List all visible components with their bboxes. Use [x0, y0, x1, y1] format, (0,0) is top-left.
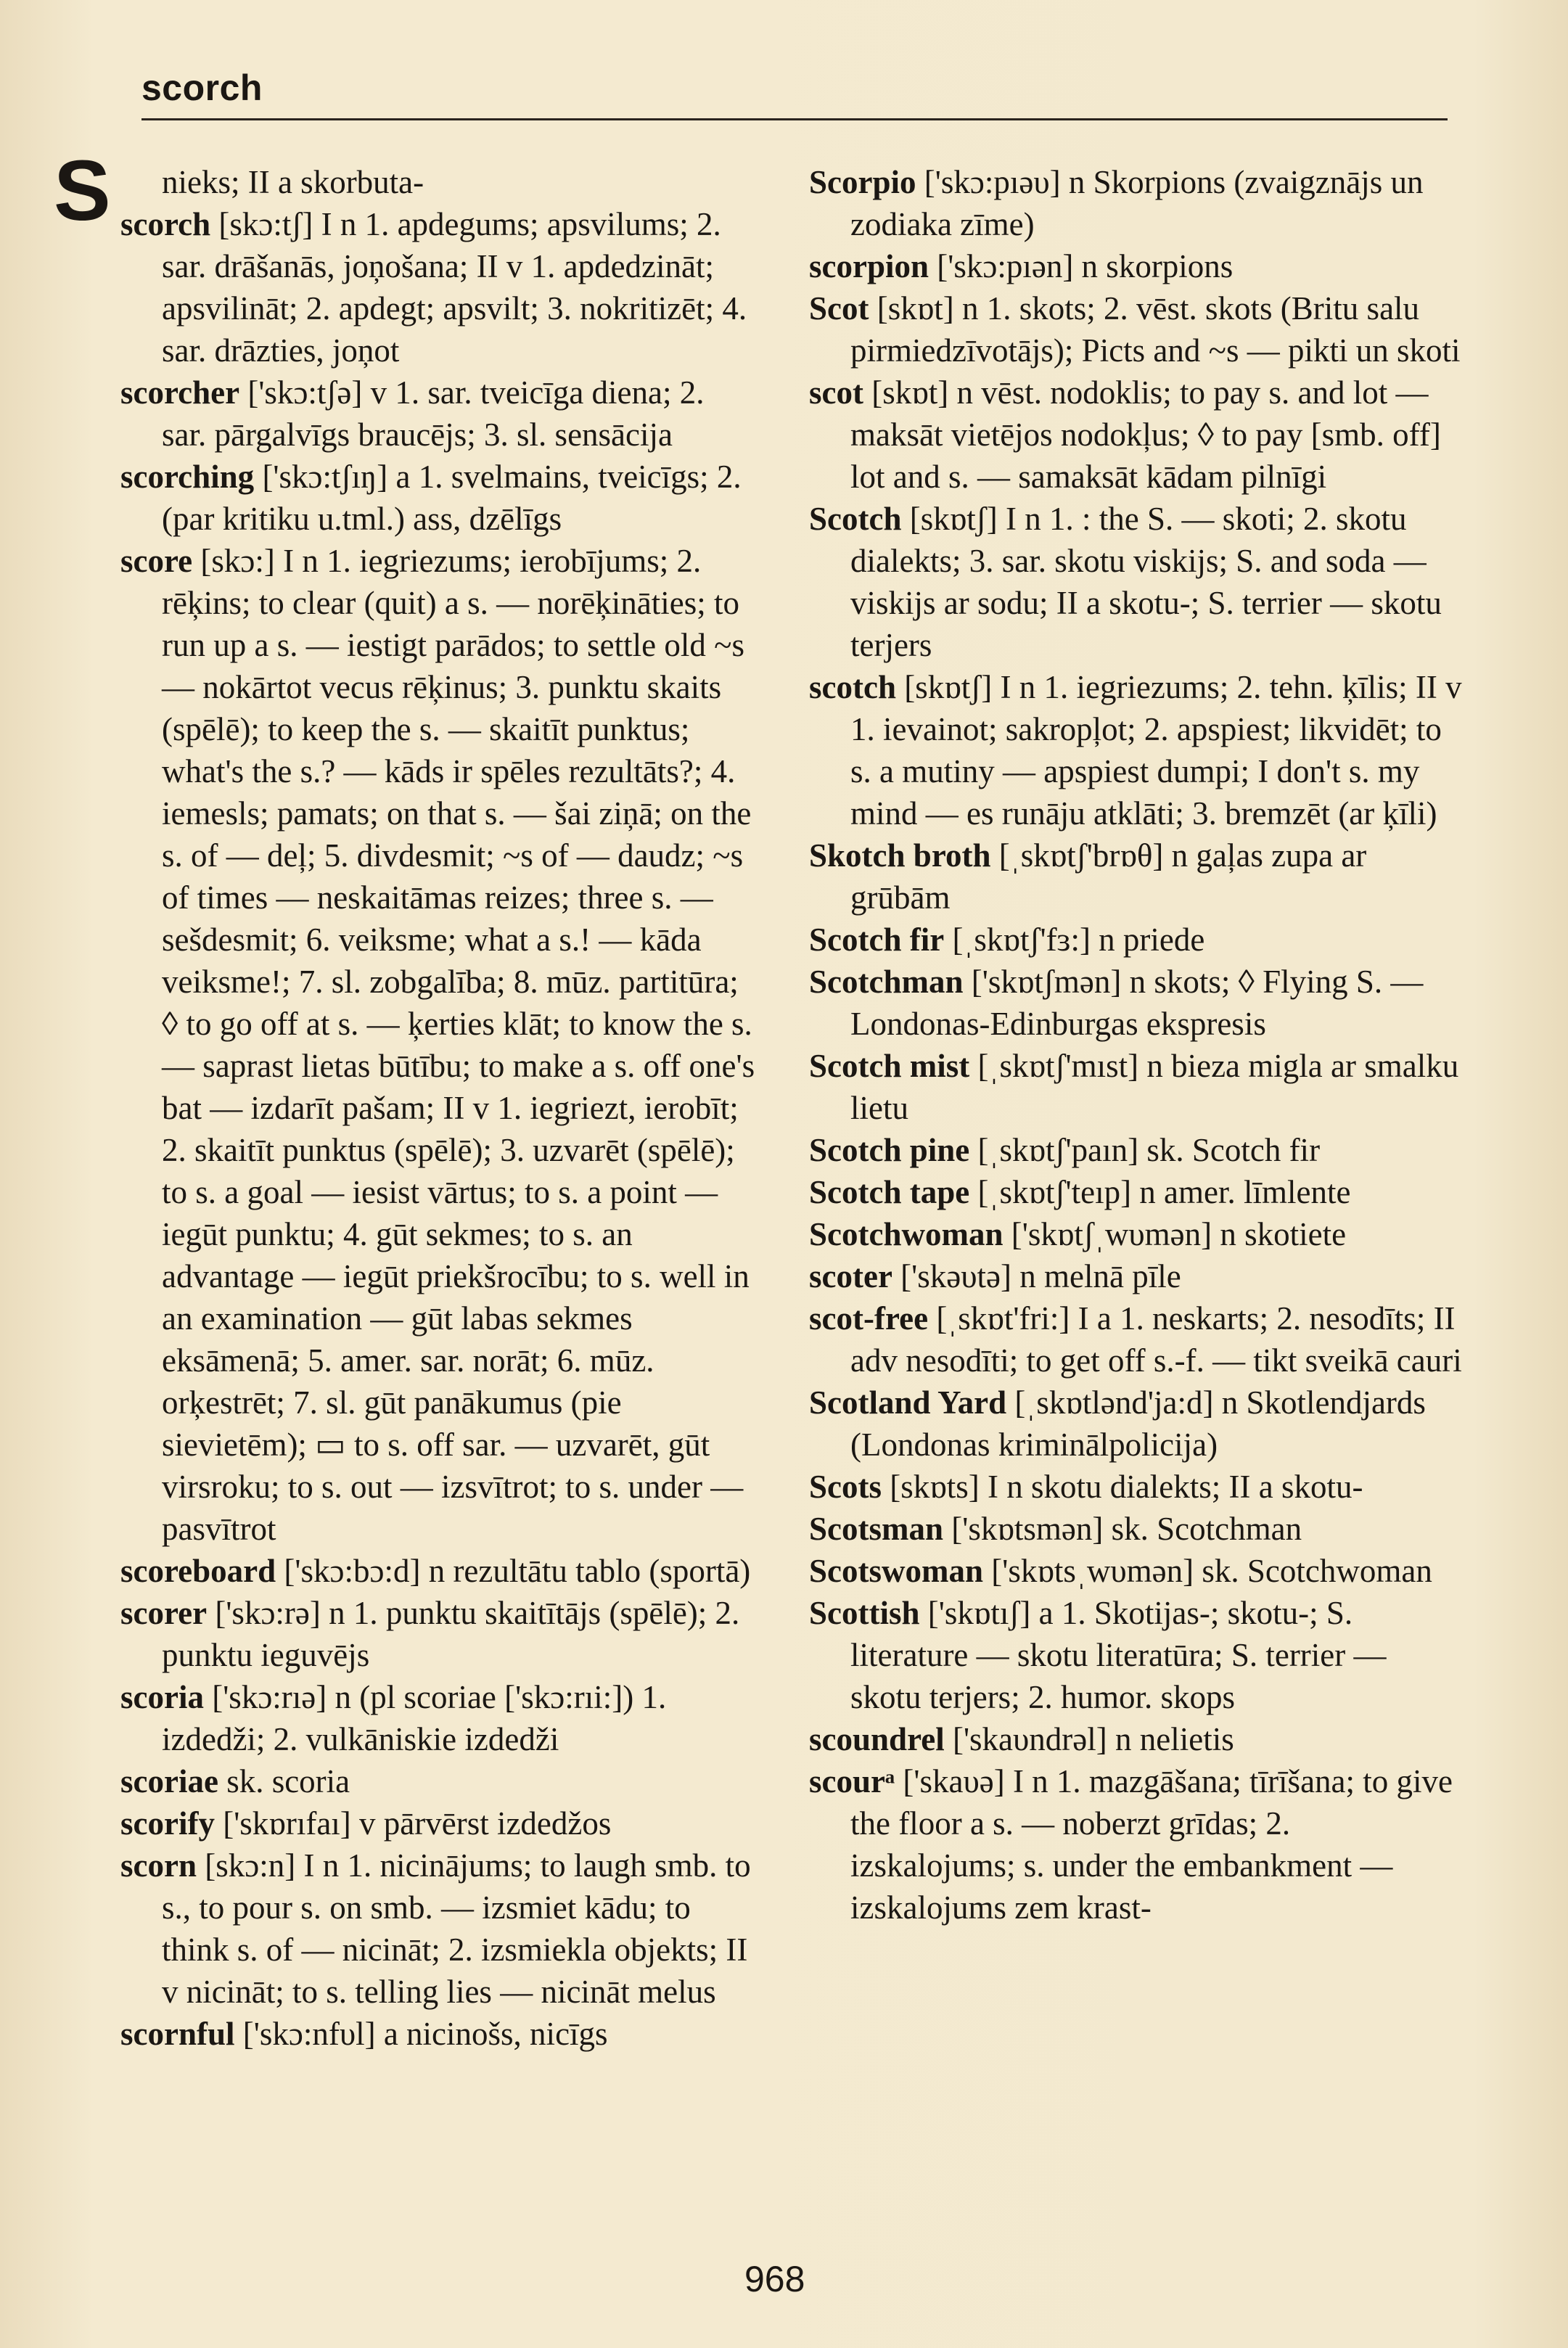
entry-text: sk. scoria [218, 1763, 350, 1799]
dictionary-entry [809, 1213, 1462, 1255]
entry-text: ['skɔ:pıəυ] n Skorpions (zvaigznājs un zodiaka zīme) [850, 164, 1424, 242]
dictionary-entry [809, 1508, 1462, 1550]
entry-headword: scornful [120, 2016, 235, 2052]
entry-text: [ˌskɒtʃ'mıst] n bieza migla ar smalku lietu [850, 1048, 1459, 1126]
entry-text: [skɒtʃ] I n 1. iegriezums; 2. tehn. ķīlis; II v 1. ievainot; sakropļot; 2. apspiest; likvidēt; to s. a mutiny — apspiest dumpi; I don't s. my mind — es runāju atklāti; 3. bremzēt (ar ķīli) [850, 669, 1462, 832]
entry-text: ['skɔ:pıən] n skorpions [929, 248, 1234, 284]
entry-text: ['skɒtʃˌwυmən] n skotiete [1003, 1216, 1347, 1252]
running-head: scorch [141, 67, 263, 108]
dictionary-entry [120, 1802, 756, 1844]
entry-text: ['skɔ:rıə] n (pl scoriae ['skɔ:rıi:]) 1. izdedži; 2. vulkāniskie izdedži [162, 1679, 667, 1757]
entry-headword: scorer [120, 1595, 208, 1631]
entry-headword: Scotch fir [809, 921, 945, 958]
entry-headword: Scotsman [809, 1511, 944, 1547]
entry-text: [skɒt] n 1. skots; 2. vēst. skots (Britu salu pirmiedzīvotājs); Picts and ~s — pikti un skoti [850, 290, 1461, 369]
dictionary-entry [809, 666, 1462, 834]
entry-headword: scorch [120, 206, 211, 242]
entry-text: ['skɒtsˌwυmən] sk. Scotchwoman [983, 1553, 1432, 1589]
entry-text: ['skɒtsmən] sk. Scotchman [943, 1511, 1302, 1547]
dictionary-entry [809, 1297, 1462, 1382]
entry-text: [ˌskɒtlənd'ja:d] n Skotlendjards (Londonas kriminālpolicija) [850, 1384, 1426, 1463]
entry-text: ['skəυtə] n melnā pīle [892, 1258, 1181, 1294]
entry-headword: score [120, 543, 193, 579]
dictionary-entry [120, 372, 756, 456]
dictionary-entry [120, 2013, 756, 2055]
entry-text: ['skɔ:nfυl] a nicinošs, nicīgs [234, 2016, 608, 2052]
entry-headword: scorpion [809, 248, 929, 284]
entry-text: nieks; II a skorbuta- [162, 164, 424, 200]
dictionary-entry [120, 1592, 756, 1676]
dictionary-entry [120, 1676, 756, 1760]
entry-headword: Scotch pine [809, 1132, 970, 1168]
entry-text: [skɔ:n] I n 1. nicinājums; to laugh smb. to s., to pour s. on smb. — izsmiet kādu; to think s. of — nicināt; 2. izsmiekla objekts; II v nicināt; to s. telling lies — nicināt melus [162, 1847, 751, 2010]
entry-headword: scourᵃ [809, 1763, 895, 1799]
entry-headword: scorn [120, 1847, 197, 1884]
entry-headword: scorcher [120, 374, 240, 411]
entry-headword: Scorpio [809, 164, 916, 200]
dictionary-entry [809, 1592, 1462, 1718]
entry-headword: Scottish [809, 1595, 920, 1631]
dictionary-entry [809, 1382, 1462, 1466]
dictionary-entry [809, 1129, 1462, 1171]
entry-headword: scoundrel [809, 1721, 945, 1757]
entry-text: [skɒtʃ] I n 1. : the S. — skoti; 2. skotu dialekts; 3. sar. skotu viskijs; S. and soda — viskijs ar sodu; II a skotu-; S. terrier — skotu terjers [850, 501, 1442, 663]
entry-headword: scotch [809, 669, 896, 705]
entry-text: ['skɔ:rə] n 1. punktu skaitītājs (spēlē); 2. punktu ieguvējs [162, 1595, 740, 1673]
dictionary-entry [809, 245, 1462, 287]
dictionary-entry [809, 961, 1462, 1045]
entry-text: [ˌskɒtʃ'fɜ:] n priede [944, 921, 1205, 958]
dictionary-entry [809, 1045, 1462, 1129]
entry-headword: Scotch [809, 501, 902, 537]
dictionary-entry [809, 372, 1462, 498]
page-number: 968 [744, 2259, 805, 2299]
entry-text: [skɒt] n vēst. nodoklis; to pay s. and lot — maksāt vietējos nodokļus; ◊ to pay [smb. off] lot and s. — samaksāt kādam pilnīgi [850, 374, 1441, 495]
entry-text: ['skaυndrəl] n nelietis [944, 1721, 1234, 1757]
dictionary-entry [809, 1466, 1462, 1508]
entry-headword: Scotswoman [809, 1553, 984, 1589]
dictionary-entry [809, 919, 1462, 961]
entry-headword: scorify [120, 1805, 215, 1842]
entry-text: ['skaυə] I n 1. mazgāšana; tīrīšana; to give the floor a s. — noberzt grīdas; 2. izskalojums; s. under the embankment — izskalojums zem krast- [850, 1763, 1453, 1926]
dictionary-entry [120, 1550, 756, 1592]
dictionary-entry [809, 1760, 1462, 1929]
right-column [809, 161, 1462, 1929]
entry-text: ['skɒtıʃ] a 1. Skotijas-; skotu-; S. literature — skotu literatūra; S. terrier — skotu terjers; 2. humor. skops [850, 1595, 1387, 1715]
left-column [120, 161, 756, 2055]
entry-text: ['skɔ:tʃə] v 1. sar. tveicīga diena; 2. sar. pārgalvīgs braucējs; 3. sl. sensācija [162, 374, 705, 453]
entry-text: [ˌskɒt'fri:] I a 1. neskarts; 2. nesodīts; II adv nesodīti; to get off s.-f. — tikt sveikā cauri [850, 1300, 1462, 1379]
entry-headword: Scotchwoman [809, 1216, 1003, 1252]
dictionary-entry [120, 203, 756, 372]
dictionary-entry [120, 456, 756, 540]
dictionary-entry [809, 834, 1462, 919]
entry-headword: scoria [120, 1679, 204, 1715]
entry-headword: scot-free [809, 1300, 929, 1337]
entry-text: [ˌskɒtʃ'brɒθ] n gaļas zupa ar grūbām [850, 837, 1367, 916]
dictionary-entry [120, 1760, 756, 1802]
section-letter: S [54, 143, 111, 239]
entry-text: ['skɒtʃmən] n skots; ◊ Flying S. — Londonas-Edinburgas ekspresis [850, 964, 1424, 1042]
entry-headword: scot [809, 374, 863, 411]
dictionary-entry [809, 1718, 1462, 1760]
entry-text: [skɔ:] I n 1. iegriezums; ierobījums; 2. rēķins; to clear (quit) a s. — norēķināties; to run up a s. — iestigt parādos; to settle old ~s — nokārtot vecus rēķinus; 3. punktu skaits (spēlē); to keep the s. — skaitīt punktus; what's the s.? — kāds ir spēles rezultāts?; 4. iemesls; pamats; on that s. — šai ziņā; on the s. of — deļ; 5. divdesmit; ~s of — daudz; ~s of times — neskaitāmas reizes; three s. — sešdesmit; 6. veiksme; what a s.! — kāda veiksme!; 7. sl. zobgalība; 8. mūz. partitūra; ◊ to go off at s. — ķerties klāt; to know the s. — saprast lietas būtību; to make a s. off one's bat — izdarīt pašam; II v 1. iegriezt, ierobīt; 2. skaitīt punktus (spēlē); 3. uzvarēt (spēlē); to s. a goal — iesist vārtus; to s. a point — iegūt punktu; 4. gūt sekmes; to s. an advantage — iegūt priekšrocību; to s. well in an examination — gūt labas sekmes eksāmenā; 5. amer. sar. norāt; 6. mūz. orķestrēt; 7. sl. gūt panākumus (pie sievietēm); ▭ to s. off sar. — uzvarēt, gūt virsroku; to s. out — izsvītrot; to s. under — pasvītrot [162, 543, 755, 1547]
entry-headword: scorching [120, 459, 255, 495]
entry-headword: Scotch tape [809, 1174, 970, 1210]
entry-headword: Scot [809, 290, 869, 327]
entry-text: [ˌskɒtʃ'paın] sk. Scotch fir [969, 1132, 1321, 1168]
entry-text: ['skɔ:tʃıŋ] a 1. svelmains, tveicīgs; 2. (par kritiku u.tml.) ass, dzēlīgs [162, 459, 742, 537]
dictionary-entry [809, 498, 1462, 666]
entry-text: ['skɔ:bɔ:d] n rezultātu tablo (sportā) [276, 1553, 751, 1589]
entry-text: [ˌskɒtʃ'teıp] n amer. līmlente [969, 1174, 1351, 1210]
entry-headword: scoriae [120, 1763, 218, 1799]
dictionary-entry [809, 1550, 1462, 1592]
dictionary-entry [809, 287, 1462, 372]
dictionary-entry [809, 1255, 1462, 1297]
entry-text: [skɔ:tʃ] I n 1. apdegums; apsvilums; 2. sar. drāšanās, joņošana; II v 1. apdedzināt; apsvilināt; 2. apdegt; apsvilt; 3. nokritizēt; 4. sar. drāzties, joņot [162, 206, 747, 369]
dictionary-entry [120, 161, 756, 203]
dictionary-entry [120, 540, 756, 1550]
entry-headword: Skotch broth [809, 837, 991, 874]
entry-headword: Scotch mist [809, 1048, 970, 1084]
entry-text: ['skɒrıfaı] v pārvērst izdedžos [214, 1805, 612, 1842]
dictionary-entry [809, 1171, 1462, 1213]
entry-headword: Scotland Yard [809, 1384, 1007, 1421]
entry-headword: scoter [809, 1258, 892, 1294]
header-rule [141, 118, 1448, 120]
dictionary-entry [120, 1844, 756, 2013]
entry-headword: Scots [809, 1469, 882, 1505]
entry-text: [skɒts] I n skotu dialekts; II a skotu- [882, 1469, 1363, 1505]
entry-headword: scoreboard [120, 1553, 276, 1589]
dictionary-entry [809, 161, 1462, 245]
entry-headword: Scotchman [809, 964, 964, 1000]
